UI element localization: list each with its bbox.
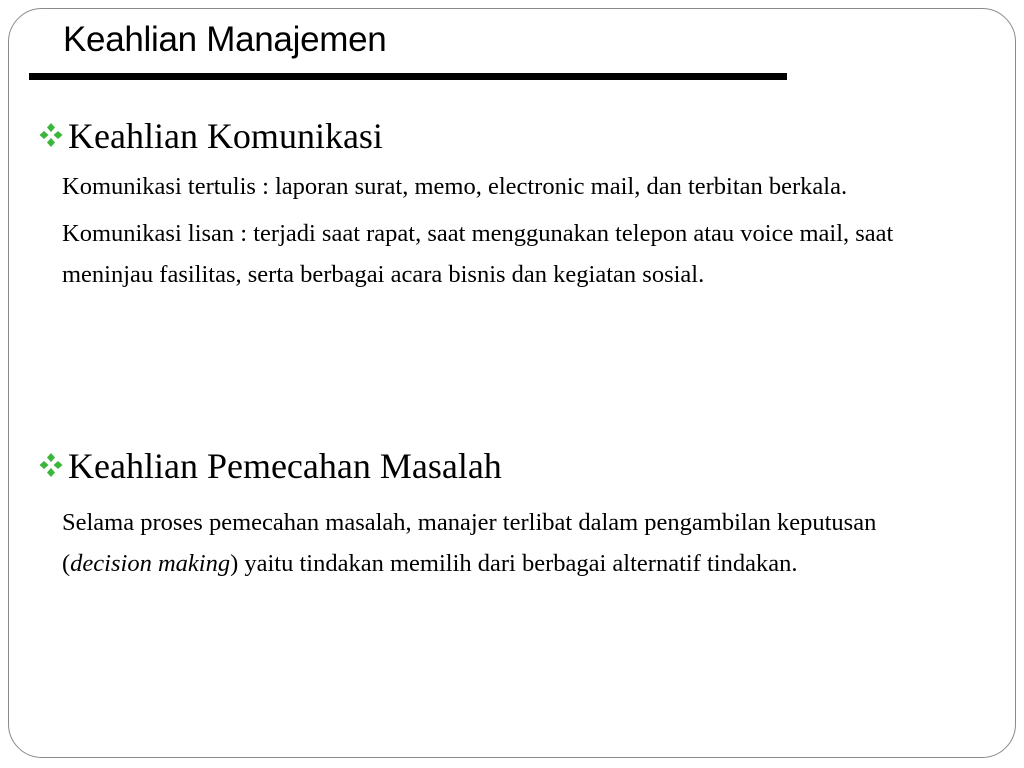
diamond-bullet-icon: [36, 450, 66, 480]
paragraph-italic-term: decision making: [70, 550, 231, 577]
section-heading: Keahlian Komunikasi: [68, 116, 383, 156]
paragraph-komunikasi-lisan: Komunikasi lisan : terjadi saat rapat, saat menggunakan telepon atau voice mail, saat meninjau fasilitas, serta berbagai acara bisnis dan kegiatan sosial.: [62, 220, 894, 288]
section-heading: Keahlian Pemecahan Masalah: [68, 446, 502, 486]
title-underline: [29, 73, 787, 80]
section-heading-row: [36, 114, 916, 158]
paragraph-pemecahan-masalah: [62, 502, 912, 584]
paragraph-komunikasi-tertulis: Komunikasi tertulis : laporan surat, memo, electronic mail, dan terbitan berkala.: [62, 173, 848, 200]
section-komunikasi: [36, 114, 916, 301]
section-heading-row: [36, 444, 916, 488]
slide-title: Keahlian Manajemen: [63, 20, 387, 59]
section-pemecahan-masalah: [36, 444, 916, 590]
diamond-bullet-icon: [36, 120, 66, 150]
paragraph-text: Selama proses pemecahan masalah, manajer terlibat dalam pengambilan keputusan (: [62, 509, 877, 577]
paragraph-text: ) yaitu tindakan memilih dari berbagai alternatif tindakan.: [230, 550, 798, 577]
